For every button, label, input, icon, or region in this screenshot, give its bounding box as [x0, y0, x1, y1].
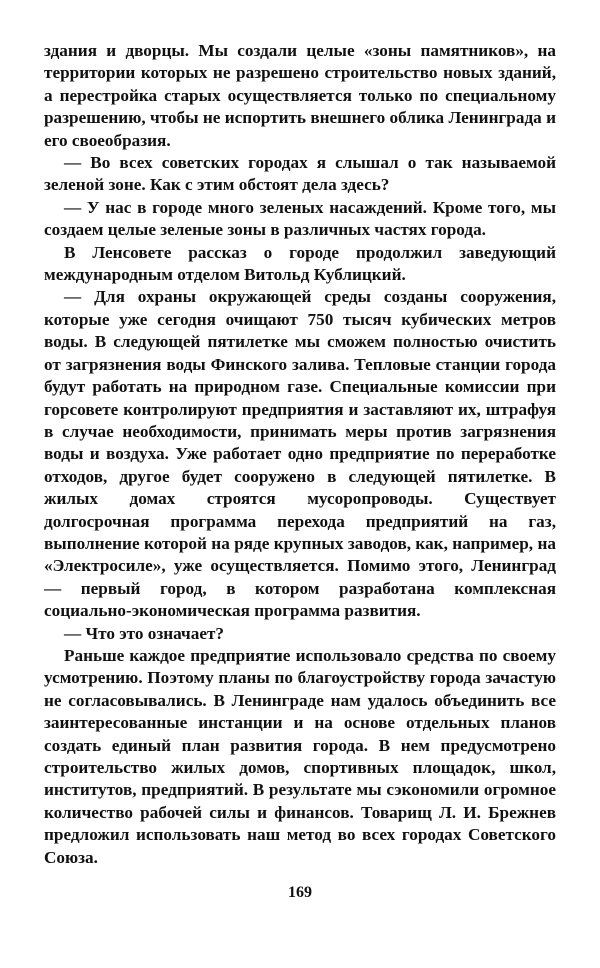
page-body — [44, 40, 556, 869]
paragraph-answer-green-zone: — У нас в городе много зеленых насаждений. Кроме того, мы создаем целые зеленые зоны в различных частях города. — [44, 197, 556, 240]
paragraph-question-green-zone: — Во всех советских городах я слышал о так называемой зеленой зоне. Как с этим обстоят дела здесь? — [44, 153, 556, 195]
paragraph-environment-protection: — Для охраны окружающей среды созданы сооружения, которые уже сегодня очищают 750 тысяч кубических метров воды. В следующей пятилетке мы сможем полностью очистить от загрязнения воды Финского залива. Тепловые станции города будут работать на природном газе. Специальные комиссии при горсовете контролируют предприятия и заставляют их, штрафуя в случае необходимости, принимать меры против загрязнения воды и воздуха. Уже работает одно предприятие по переработке отходов, другое будет сооружено в следующей пятилетке. В жилых домах строятся мусоропроводы. Существует долгосрочная программа перехода предприятий на газ, выполнение которой на ряде крупных заводов, как, например, на «Электросиле», уже осуществляется. Помимо этого, Ленинград — первый город, в котором разработана комплексная социально-экономическая программа развития. — [44, 287, 556, 621]
paragraph-unified-plan: Раньше каждое предприятие использовало средства по своему усмотрению. Поэтому планы по благоустройству города зачастую не согласовывались. В Ленинграде нам удалось объединить все заинтересованные инстанции и на основе отдельных планов создать единый план развития города. В нем предусмотрено строительство жилых домов, спортивных площадок, школ, институтов, предприятий. В результате мы сэкономили огромное количество рабочей силы и финансов. Товарищ Л. И. Брежнев предложил использовать наш метод во всех городах Советского Союза. — [44, 645, 556, 867]
paragraph-lensovet-intro: В Ленсовете рассказ о городе продолжил заведующий международным отделом Витольд Кублицкий. — [44, 242, 556, 285]
paragraph-continuation: здания и дворцы. Мы создали целые «зоны памятников», на территории которых не разрешено строительство новых зданий, а перестройка старых осуществляется только по специальному разрешению, чтобы не испортить внешнего облика Ленинграда и его своеобразия. — [44, 41, 556, 150]
page-number: 169 — [288, 884, 312, 901]
paragraph-question-meaning: — Что это означает? — [64, 623, 224, 643]
